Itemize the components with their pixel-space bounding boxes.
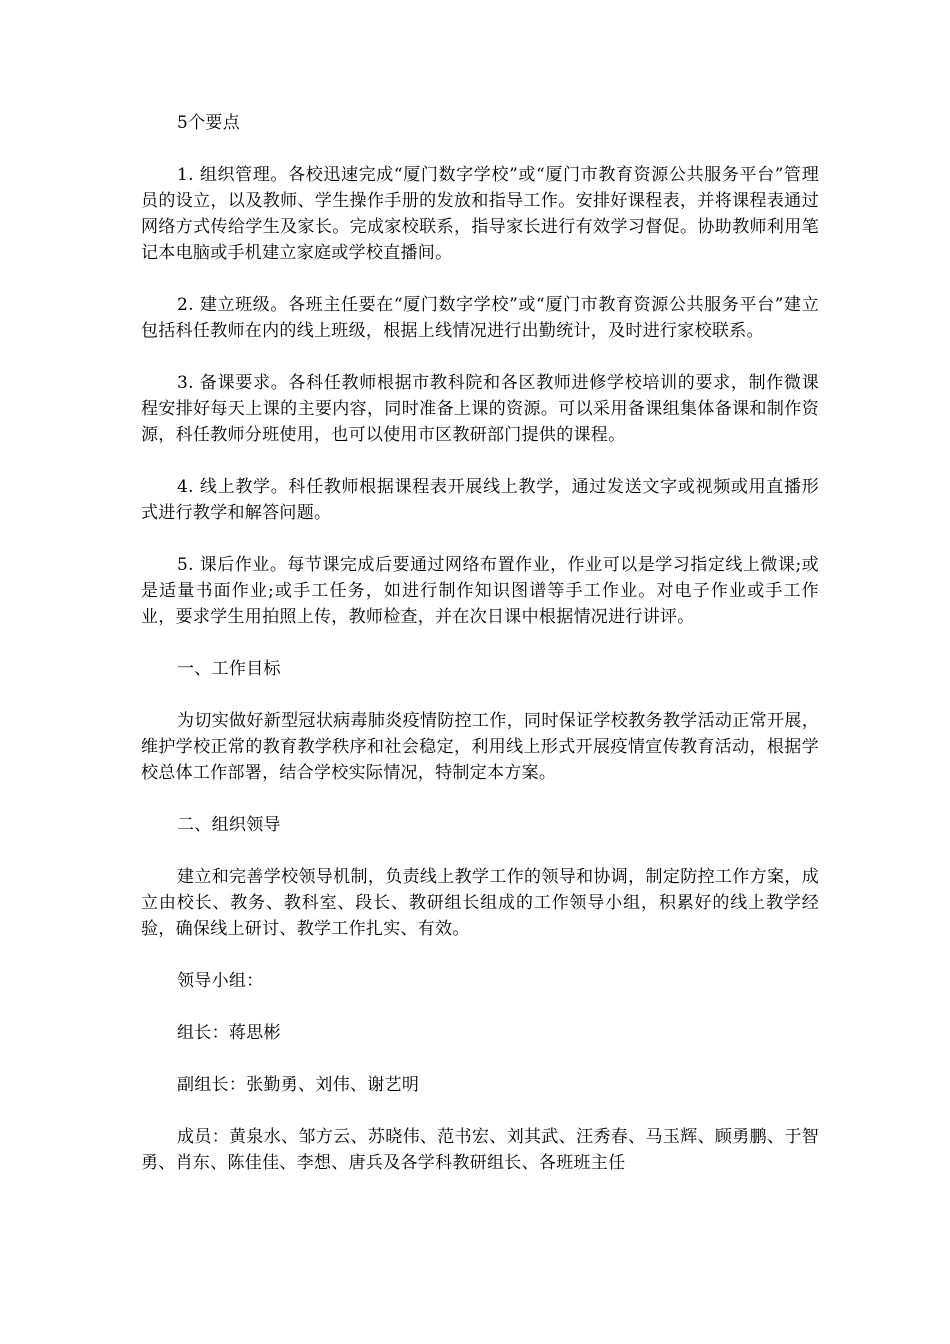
text-deputy-leaders: 副组长：张勤勇、刘伟、谢艺明 [177,1075,420,1095]
paragraph-lesson-preparation: 3. 备课要求。各科任教师根据市教科院和各区教师进修学校培训的要求，制作微课程安排好每天上课的主要内容，同时准备上课的资源。可以采用备课组集体备课和制作资源，科任教师分班使用，也可以使用市区教研部门提供的课程。 [141,373,819,445]
label-leadership-group: 领导小组： [177,971,264,991]
paragraph-homework: 5. 课后作业。每节课完成后要通过网络布置作业，作业可以是学习指定线上微课;或是适量书面作业;或手工任务，如进行制作知识图谱等手工作业。对电子作业或手工作业，要求学生用拍照上传，教师检查，并在次日课中根据情况进行讲评。 [141,555,819,627]
heading-organization-leadership: 二、组织领导 [177,815,281,835]
heading-work-goals: 一、工作目标 [177,659,281,679]
paragraph-leadership-mechanism: 建立和完善学校领导机制，负责线上教学工作的领导和协调，制定防控工作方案，成立由校长、教务、教科室、段长、教研组长组成的工作领导小组，积累好的线上教学经验，确保线上研讨、教学工作扎实、有效。 [141,867,819,939]
paragraph-work-goals: 为切实做好新型冠状病毒肺炎疫情防控工作，同时保证学校教务教学活动正常开展，维护学校正常的教育教学秩序和社会稳定，利用线上形式开展疫情宣传教育活动，根据学校总体工作部署，结合学校实际情况，特制定本方案。 [141,711,819,783]
paragraph-online-teaching: 4. 线上教学。科任教师根据课程表开展线上教学，通过发送文字或视频或用直播形式进行教学和解答问题。 [141,477,819,523]
section-title-key-points: 5个要点 [177,113,241,133]
paragraph-organization-management: 1. 组织管理。各校迅速完成“厦门数字学校”或“厦门市教育资源公共服务平台”管理员的设立，以及教师、学生操作手册的发放和指导工作。安排好课程表，并将课程表通过网络方式传给学生及家长。完成家校联系，指导家长进行有效学习督促。协助教师利用笔记本电脑或手机建立家庭或学校直播间。 [141,165,819,263]
document-page [141,110,819,1202]
text-group-leader: 组长：蒋思彬 [177,1023,281,1043]
text-members: 成员：黄泉水、邹方云、苏晓伟、范书宏、刘其武、汪秀春、马玉辉、顾勇鹏、于智勇、肖东、陈佳佳、李想、唐兵及各学科教研组长、各班班主任 [141,1127,819,1173]
paragraph-build-class: 2. 建立班级。各班主任要在“厦门数字学校”或“厦门市教育资源公共服务平台”建立包括科任教师在内的线上班级，根据上线情况进行出勤统计，及时进行家校联系。 [141,295,819,341]
